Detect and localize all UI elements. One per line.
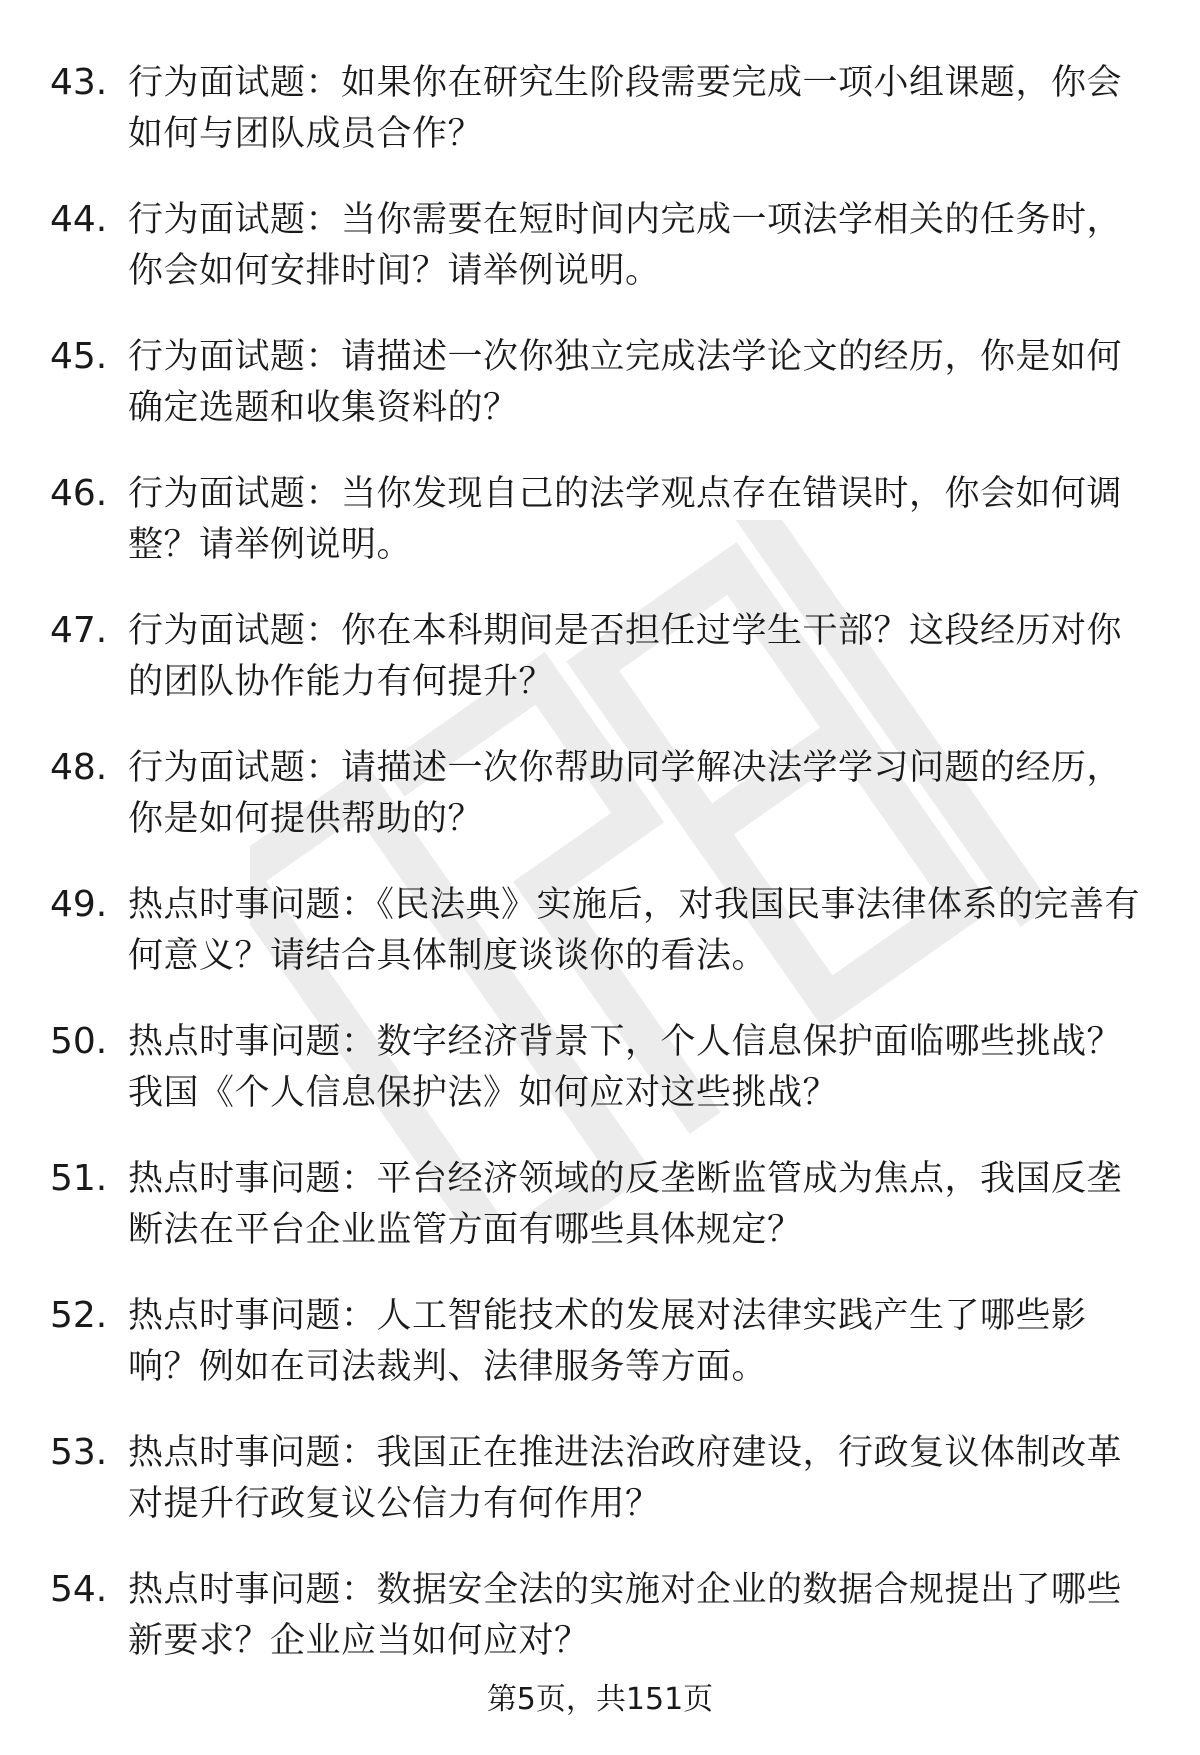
list-item [50, 195, 1150, 332]
list-item [50, 743, 1150, 880]
question-text: 热点时事问题：数字经济背景下，个人信息保护面临哪些挑战？我国《个人信息保护法》如何应对这些挑战？ [128, 1022, 1123, 1113]
question-number: 43. [50, 62, 108, 103]
question-list [50, 58, 1150, 1702]
question-text: 热点时事问题：数据安全法的实施对企业的数据合规提出了哪些新要求？企业应当如何应对？ [128, 1570, 1123, 1661]
question-number: 51. [50, 1158, 108, 1199]
question-text: 行为面试题：当你需要在短时间内完成一项法学相关的任务时，你会如何安排时间？请举例说明。 [128, 200, 1123, 291]
question-number: 50. [50, 1021, 108, 1062]
list-item [50, 880, 1150, 1017]
question-number: 48. [50, 747, 108, 788]
question-number: 54. [50, 1569, 108, 1610]
list-item [50, 1428, 1150, 1565]
question-text: 行为面试题：当你发现自己的法学观点存在错误时，你会如何调整？请举例说明。 [128, 474, 1123, 565]
question-number: 47. [50, 610, 108, 651]
list-item [50, 332, 1150, 469]
question-text: 热点时事问题：平台经济领域的反垄断监管成为焦点，我国反垄断法在平台企业监管方面有哪些具体规定？ [128, 1159, 1123, 1250]
list-item [50, 1291, 1150, 1428]
question-text: 热点时事问题：人工智能技术的发展对法律实践产生了哪些影响？例如在司法裁判、法律服务等方面。 [128, 1296, 1087, 1387]
list-item [50, 1017, 1150, 1154]
question-text: 行为面试题：请描述一次你帮助同学解决法学学习问题的经历，你是如何提供帮助的？ [128, 748, 1123, 839]
question-number: 49. [50, 884, 108, 925]
question-text: 热点时事问题：《民法典》实施后，对我国民事法律体系的完善有何意义？请结合具体制度谈谈你的看法。 [128, 885, 1141, 976]
question-number: 52. [50, 1295, 108, 1336]
question-number: 53. [50, 1432, 108, 1473]
question-text: 热点时事问题：我国正在推进法治政府建设，行政复议体制改革对提升行政复议公信力有何作用？ [128, 1433, 1123, 1524]
question-number: 44. [50, 199, 108, 240]
list-item [50, 606, 1150, 743]
list-item [50, 1154, 1150, 1291]
question-number: 46. [50, 473, 108, 514]
question-number: 45. [50, 336, 108, 377]
page-footer: 第5页，共151页 [486, 1682, 714, 1717]
list-item [50, 58, 1150, 195]
question-text: 行为面试题：如果你在研究生阶段需要完成一项小组课题，你会如何与团队成员合作？ [128, 63, 1123, 154]
question-text: 行为面试题：你在本科期间是否担任过学生干部？这段经历对你的团队协作能力有何提升？ [128, 611, 1123, 702]
question-text: 行为面试题：请描述一次你独立完成法学论文的经历，你是如何确定选题和收集资料的？ [128, 337, 1123, 428]
list-item [50, 469, 1150, 606]
